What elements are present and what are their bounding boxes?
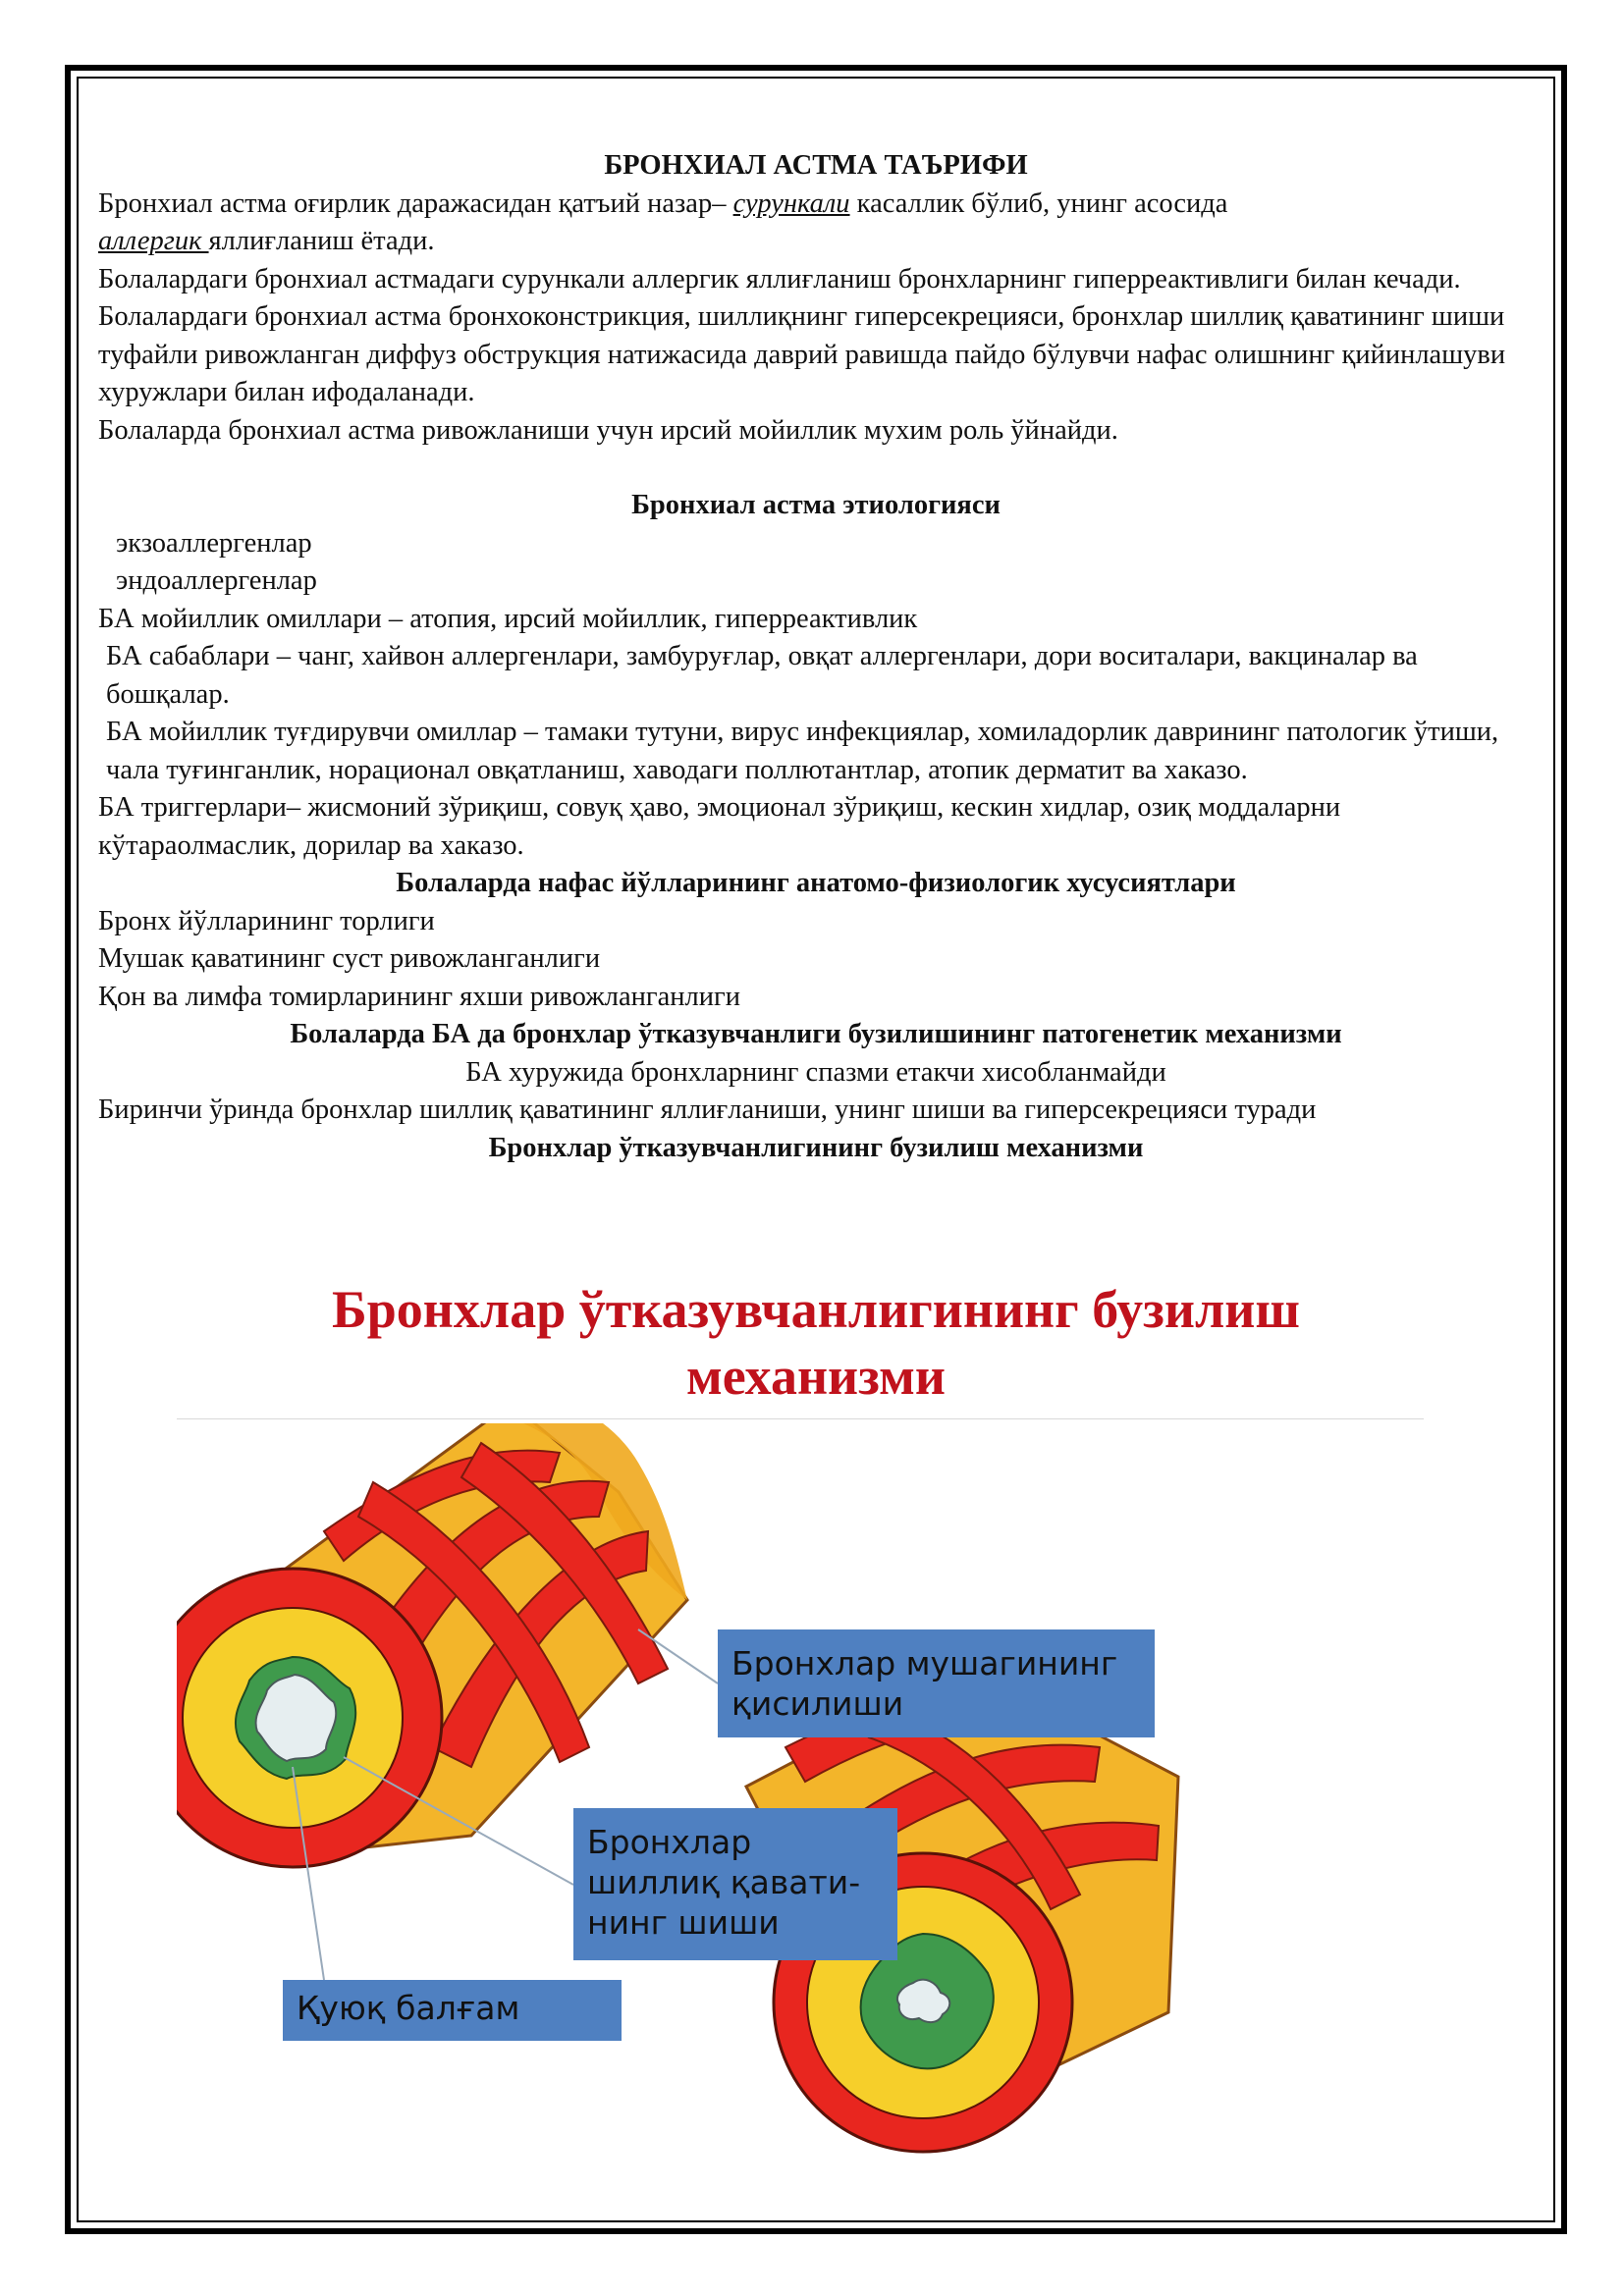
spacer — [98, 450, 1534, 487]
label-muscle-line-2: қисилиши — [731, 1684, 904, 1723]
etiology-causes: БА сабаблари – чанг, хайвон аллергенлари, замбуруғлар, овқат аллергенлари, дори воситалари, вакциналар ва бошқалар. — [106, 641, 1418, 710]
definition-paragraph-3: Болалардаги бронхиал астма бронхоконстрикция, шиллиқнинг гиперсекрецияси, бронхлар шиллиқ қаватининг шиши туфайли ривожланган диффуз обструкция натижасида даврий равишда пайдо бўлувчи нафас олишнинг қийинлашуви хуружлари билан ифодаланади. — [98, 301, 1506, 407]
section-title-etiology: Бронхиал астма этиологияси — [631, 490, 1001, 520]
diagram-divider — [177, 1418, 1424, 1419]
etiology-factors: БА мойиллик туғдирувчи омиллар – тамаки тутуни, вирус инфекциялар, хомиладорлик даврининг патологик ўтиши, чала туғинганлик, норационал овқатланиш, хаводаги поллютантлар, атопик дерматит ва хаказо. — [106, 717, 1499, 785]
pathogenesis-line-2: Биринчи ўринда бронхлар шиллиқ қаватининг яллиғланиши, унинг шиши ва гиперсекрецияси туради — [98, 1095, 1317, 1125]
etiology-item-exo: экзоаллергенлар — [116, 527, 312, 559]
section-title-pathogenesis: Болаларда БА да бронхлар ўтказувчанлиги бузилишининг патогенетик механизми — [290, 1019, 1342, 1049]
section-title-definition: БРОНХИАЛ АСТМА ТАЪРИФИ — [604, 150, 1028, 181]
document-body — [98, 147, 1534, 1167]
anatomy-item-2: Мушак қаватининг суст ривожланганлиги — [98, 943, 601, 974]
anatomy-item-3: Қон ва лимфа томирларининг яхши ривожланганлиги — [98, 981, 740, 1012]
anatomy-item-1: Бронх йўлларининг торлиги — [98, 905, 435, 936]
etiology-triggers: БА триггерлари– жисмоний зўриқиш, совуқ ҳаво, эмоционал зўриқиш, кескин хидлар, озиқ моддаларни кўтараолмаслик, дорилар ва хаказо. — [98, 792, 1341, 861]
bronchi-illustration — [177, 1423, 1424, 2189]
bronchus-left — [177, 1423, 687, 1867]
label-mucosa-line-1: Бронхлар — [587, 1823, 752, 1861]
label-muscle-contraction — [718, 1629, 1155, 1737]
pathogenesis-line-3: Бронхлар ўтказувчанлигининг бузилиш механизми — [488, 1132, 1144, 1163]
label-mucosa-line-2: шиллиқ қавати- — [587, 1863, 861, 1901]
etiology-predisposition: БА мойиллик омиллари – атопия, ирсий мойиллик, гиперреактивлик — [98, 603, 918, 634]
label-mucosa-edema — [573, 1808, 897, 1960]
term-link-allergic[interactable]: аллергик — [98, 226, 209, 256]
label-mucosa-line-3: нинг шиши — [587, 1903, 780, 1942]
definition-text-start: Бронхиал астма оғирлик даражасидан қатъий назар– — [98, 187, 733, 219]
section-title-anatomy: Болаларда нафас йўлларининг анатомо-физиологик хусусиятлари — [396, 868, 1236, 898]
definition-paragraph-1 — [98, 186, 1534, 261]
etiology-item-endo: эндоаллергенлар — [116, 565, 317, 596]
definition-paragraph-4: Болаларда бронхиал астма ривожланиши учун ирсий мойиллик мухим роль ўйнайди. — [98, 414, 1118, 446]
diagram-title-line-2: механизми — [685, 1347, 946, 1406]
label-muscle-line-1: Бронхлар мушагининг — [731, 1644, 1118, 1682]
term-link-chronic[interactable]: сурункали — [732, 187, 850, 219]
pathogenesis-line-1: БА хуружида бронхларнинг спазми етакчи хисобланмайди — [465, 1056, 1166, 1088]
definition-text-end: яллиғланиш ётади. — [208, 226, 435, 256]
diagram-title-line-1: Бронхлар ўтказувчанлигининг бузилиш — [332, 1280, 1300, 1339]
label-thick-sputum: Қуюқ балғам — [283, 1980, 622, 2041]
definition-paragraph-2: Болалардаги бронхиал астмадаги сурункали аллергик яллиғланиш бронхларнинг гиперреактивлиги билан кечади. — [98, 263, 1461, 294]
diagram-title — [98, 1276, 1534, 1410]
definition-text-middle: касаллик бўлиб, унинг асосида — [849, 187, 1228, 219]
